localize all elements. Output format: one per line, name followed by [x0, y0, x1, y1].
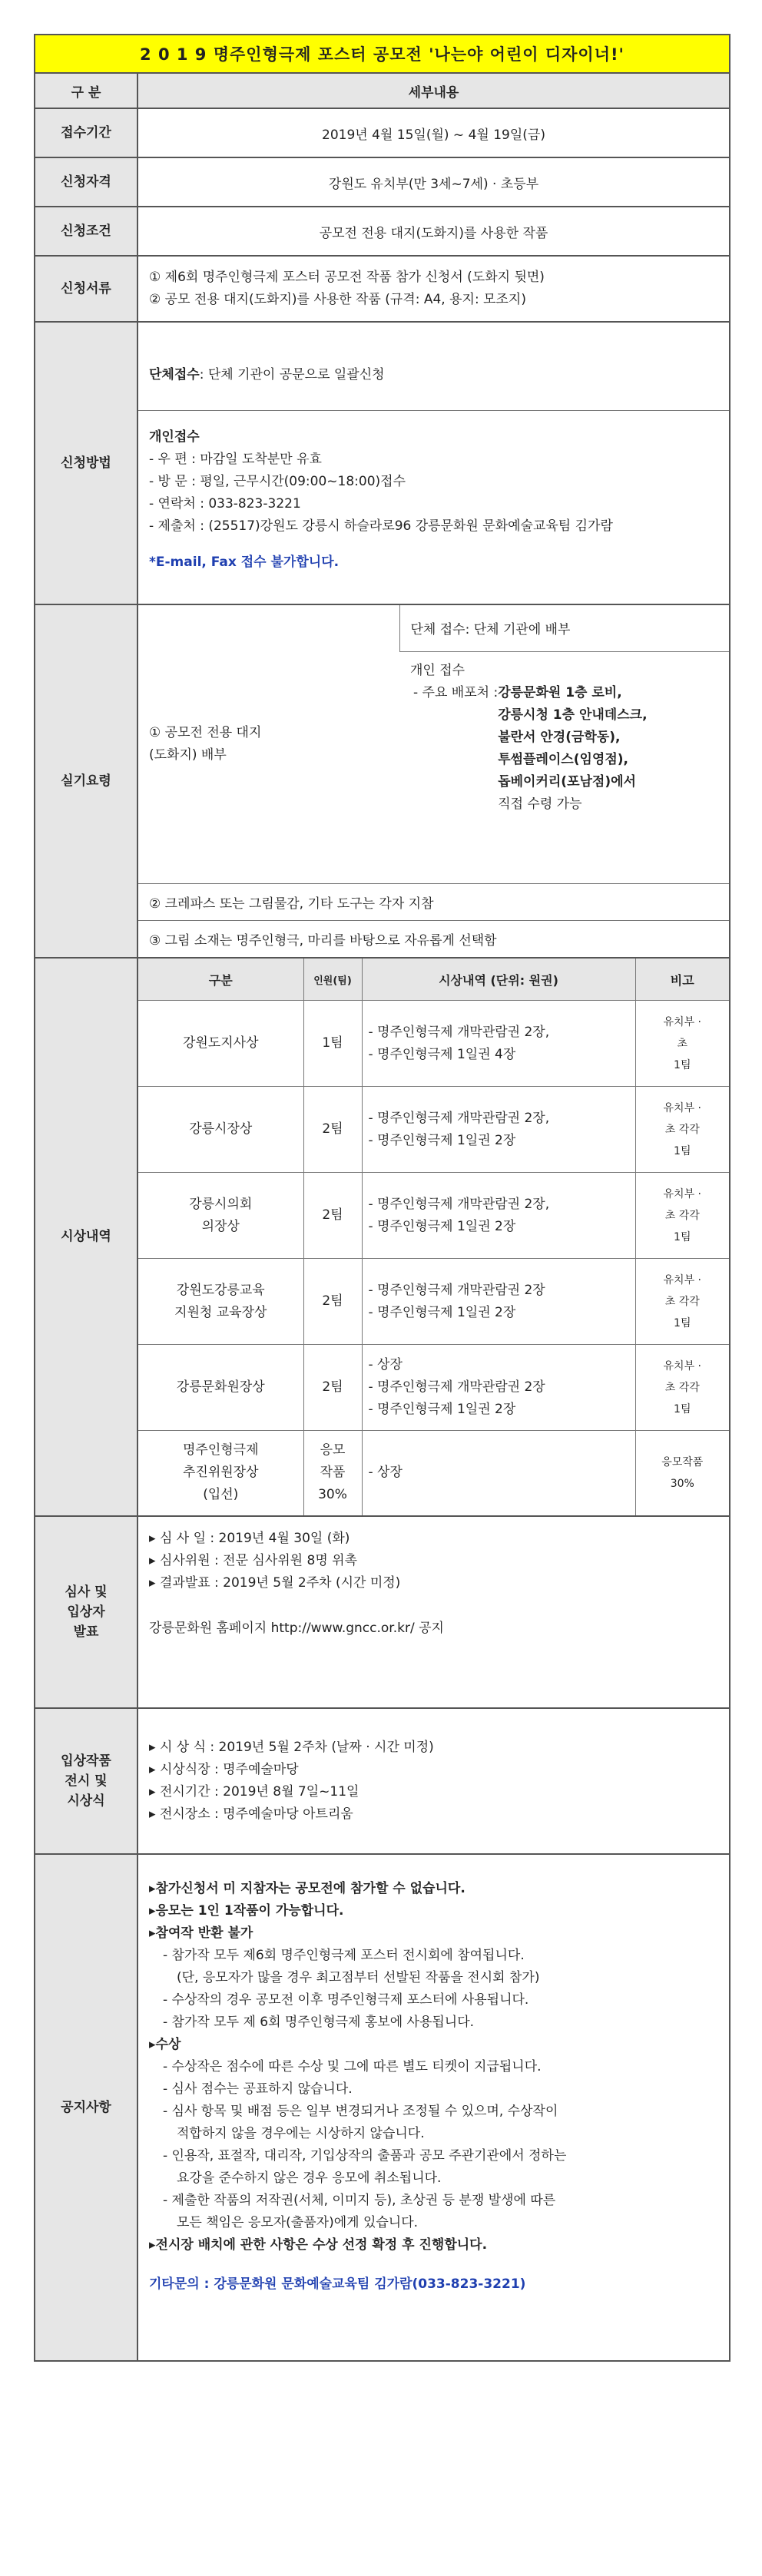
- award-name-line: (입선): [203, 1487, 239, 1503]
- guide-dist-prefix: - 주요 배포처 :: [413, 684, 499, 700]
- header-details: 세부내용: [137, 73, 730, 108]
- guide-dist-item: 돕베이커리(포남점)에서: [498, 773, 636, 790]
- award-prize-line: - 상장: [368, 1465, 403, 1481]
- award-note-line: 초 각각: [664, 1381, 700, 1394]
- award-prize-line: - 명주인형극제 개막관람권 2장,: [368, 1110, 550, 1126]
- award-name: [138, 1431, 303, 1515]
- method-line: - 연락처 : 033-823-3221: [149, 496, 301, 512]
- guide-item-1: [138, 605, 399, 883]
- award-name-line: 지원청 교육장상: [174, 1304, 267, 1320]
- docs-label: 신청서류: [35, 256, 137, 322]
- award-name-line: 명주인형극제: [182, 1442, 259, 1459]
- awards-col-count: 인원(팀): [303, 959, 362, 1001]
- group-submission-title: 단체접수: [149, 367, 200, 382]
- awards-col-category: 구분: [138, 959, 303, 1001]
- judging-label-line: 입상자: [67, 1604, 105, 1620]
- award-note-line: 1팀: [674, 1316, 691, 1329]
- guide-item-1-line: (도화지) 배부: [149, 747, 227, 763]
- notice-bullet: ▸참가신청서 미 지참자는 공모전에 참가할 수 없습니다.: [149, 1880, 465, 1896]
- awards-col-prize: 시상내역 (단위: 원권): [362, 959, 635, 1001]
- award-note-line: 응모작품: [661, 1455, 704, 1468]
- award-prize-line: - 명주인형극제 1일권 2장: [368, 1304, 516, 1320]
- award-name-line: 강릉시의회: [189, 1196, 253, 1212]
- notice-bullet: ▸응모는 1인 1작품이 가능합니다.: [149, 1902, 344, 1919]
- guide-value: [137, 604, 730, 958]
- notice-title: 2 0 1 9 명주인형극제 포스터 공모전 '나는야 어린이 디자이너!': [35, 35, 730, 73]
- notice-line: 요강을 준수하지 않은 경우 응모에 취소됩니다.: [177, 2170, 442, 2186]
- method-line: - 제출처 : (25517)강원도 강릉시 하슬라로96 강릉문화원 문화예술교육팀 김가람: [149, 518, 613, 534]
- exhibition-value: [137, 1708, 730, 1854]
- award-count: [303, 1001, 362, 1087]
- award-prize: [362, 1345, 635, 1431]
- method-line: - 우 편 : 마감일 도착분만 유효: [149, 452, 322, 467]
- exhibition-item: ▸ 전시장소 : 명주예술마당 아트리움: [149, 1803, 718, 1826]
- award-prize-line: - 명주인형극제 1일권 4장: [368, 1046, 516, 1062]
- notice-line: 모든 책임은 응모자(출품자)에게 있습니다.: [177, 2214, 419, 2230]
- award-name-line: 추진위원장상: [182, 1465, 259, 1481]
- award-count: [303, 1431, 362, 1515]
- award-note-line: 초: [677, 1037, 688, 1050]
- docs-item: ① 제6회 명주인형극제 포스터 공모전 작품 참가 신청서 (도화지 뒷면): [149, 270, 545, 285]
- award-prize: [362, 1431, 635, 1515]
- notice-bullet: ▸전시장 배치에 관한 사항은 수상 선정 확정 후 진행합니다.: [149, 2237, 488, 2253]
- award-prize: [362, 1173, 635, 1259]
- judging-item: ▸ 심사위원 : 전문 심사위원 8명 위촉: [149, 1550, 718, 1572]
- guide-item-1-line: ① 공모전 전용 대지: [149, 724, 262, 740]
- docs-item: ② 공모 전용 대지(도화지)를 사용한 작품 (규격: A4, 용지: 모조지): [149, 292, 526, 307]
- exhibition-item: ▸ 시상식장 : 명주예술마당: [149, 1759, 718, 1781]
- notice-label: 공지사항: [35, 1854, 137, 2361]
- period-label: 접수기간: [35, 108, 137, 157]
- notice-line: - 심사 점수는 공표하지 않습니다.: [163, 2081, 353, 2097]
- award-prize-line: - 명주인형극제 개막관람권 2장: [368, 1379, 545, 1395]
- award-note: [635, 1345, 729, 1431]
- award-note-line: 유치부 ·: [663, 1015, 701, 1028]
- guide-personal-title: 개인 접수: [410, 662, 465, 678]
- award-prize-line: - 명주인형극제 1일권 2장: [368, 1218, 516, 1234]
- guide-dist-last: 직접 수령 가능: [498, 796, 582, 812]
- award-name-line: 강원도지사상: [182, 1035, 259, 1051]
- judging-item: ▸ 결과발표 : 2019년 5월 2주차 (시간 미정): [149, 1572, 718, 1594]
- notice-line: 적합하지 않을 경우에는 시상하지 않습니다.: [177, 2125, 425, 2141]
- award-note: [635, 1001, 729, 1087]
- award-count-line: 2팀: [322, 1121, 343, 1137]
- judging-label-line: 발표: [73, 1624, 99, 1640]
- awards-label: 시상내역: [35, 958, 137, 1516]
- award-note: [635, 1259, 729, 1345]
- award-count-line: 30%: [318, 1487, 347, 1503]
- method-value: [137, 322, 730, 604]
- guide-dist-item: 강릉시청 1층 안내데스크,: [498, 707, 648, 723]
- period-value: 2019년 4월 15일(월) ~ 4월 19일(금): [137, 108, 730, 157]
- exhibition-label-line: 전시 및: [65, 1773, 108, 1789]
- award-prize: [362, 1259, 635, 1345]
- eligibility-value: 강원도 유치부(만 3세~7세) · 초등부: [137, 157, 730, 207]
- exhibition-label-line: 시상식: [67, 1793, 105, 1809]
- notice-line: (단, 응모자가 많을 경우 최고점부터 선발된 작품을 전시회 참가): [177, 1969, 540, 1985]
- award-row: [138, 1345, 729, 1431]
- judging-label-line: 심사 및: [65, 1584, 108, 1600]
- award-note-line: 유치부 ·: [663, 1187, 701, 1200]
- award-count-line: 응모: [320, 1442, 346, 1459]
- guide-label: 실기요령: [35, 604, 137, 958]
- notice-line: - 제출한 작품의 저작권(서체, 이미지 등), 초상권 등 분쟁 발생에 따른: [163, 2192, 556, 2208]
- award-name-line: 강릉문화원장상: [176, 1379, 265, 1395]
- award-name-line: 의장상: [201, 1218, 240, 1234]
- award-note-line: 1팀: [674, 1058, 691, 1071]
- award-prize-line: - 상장: [368, 1357, 403, 1372]
- award-count-line: 작품: [320, 1465, 346, 1481]
- award-count: [303, 1173, 362, 1259]
- award-count-line: 1팀: [322, 1035, 343, 1051]
- judging-footer: 강릉문화원 홈페이지 http://www.gncc.or.kr/ 공지: [149, 1620, 444, 1636]
- award-note-line: 유치부 ·: [663, 1359, 701, 1372]
- condition-label: 신청조건: [35, 207, 137, 256]
- group-submission: [138, 353, 729, 411]
- exhibition-item: ▸ 전시기간 : 2019년 8월 7일~11일: [149, 1781, 718, 1803]
- awards-table: [138, 959, 729, 1515]
- award-note: [635, 1087, 729, 1173]
- award-note-line: 초 각각: [664, 1295, 700, 1308]
- poster-contest-notice: [34, 34, 729, 2545]
- award-note-line: 초 각각: [664, 1209, 700, 1222]
- award-name-line: 강원도강릉교육: [176, 1282, 265, 1298]
- guide-item-3: ③ 그림 소재는 명주인형극, 마리를 바탕으로 자유롭게 선택함: [138, 920, 729, 957]
- award-note-line: 초 각각: [664, 1123, 700, 1136]
- group-submission-text: : 단체 기관이 공문으로 일괄신청: [199, 367, 385, 382]
- guide-item-2: ② 크레파스 또는 그림물감, 기타 도구는 각자 지참: [138, 883, 729, 920]
- notice-contact: 기타문의 : 강릉문화원 문화예술교육팀 김가람(033-823-3221): [149, 2276, 526, 2292]
- award-name: [138, 1173, 303, 1259]
- guide-dist-item: 불란서 안경(금학동),: [498, 729, 621, 745]
- award-prize: [362, 1087, 635, 1173]
- notice-table: [34, 34, 731, 2362]
- condition-value: 공모전 전용 대지(도화지)를 사용한 작품: [137, 207, 730, 256]
- award-count-line: 2팀: [322, 1293, 343, 1309]
- notice-line: - 심사 항목 및 배점 등은 일부 변경되거나 조정될 수 있으며, 수상작이: [163, 2103, 558, 2119]
- judging-item: ▸ 심 사 일 : 2019년 4월 30일 (화): [149, 1528, 718, 1550]
- award-note-line: 30%: [670, 1477, 694, 1490]
- judging-label: [35, 1516, 137, 1708]
- award-note: [635, 1431, 729, 1515]
- header-category: 구 분: [35, 73, 137, 108]
- method-line: - 방 문 : 평일, 근무시간(09:00~18:00)접수: [149, 474, 406, 489]
- notice-bullet: ▸수상: [149, 2036, 181, 2052]
- award-note-line: 1팀: [674, 1402, 691, 1415]
- notice-line: - 참가작 모두 제6회 명주인형극제 포스터 전시회에 참여됩니다.: [163, 1947, 525, 1963]
- award-row: [138, 1001, 729, 1087]
- exhibition-label: [35, 1708, 137, 1854]
- award-count-line: 2팀: [322, 1207, 343, 1223]
- method-note: *E-mail, Fax 접수 불가합니다.: [149, 555, 340, 570]
- docs-value: [137, 256, 730, 322]
- personal-submission-title: 개인접수: [149, 429, 200, 445]
- award-row: [138, 1087, 729, 1173]
- award-row: [138, 1431, 729, 1515]
- award-count: [303, 1259, 362, 1345]
- guide-personal: [399, 651, 729, 883]
- award-name: [138, 1345, 303, 1431]
- eligibility-label: 신청자격: [35, 157, 137, 207]
- award-prize-line: - 명주인형극제 개막관람권 2장,: [368, 1024, 550, 1040]
- personal-submission: [138, 411, 729, 574]
- award-count: [303, 1087, 362, 1173]
- award-name: [138, 1087, 303, 1173]
- judging-value: [137, 1516, 730, 1708]
- award-name: [138, 1259, 303, 1345]
- notice-line: - 수상작의 경우 공모전 이후 명주인형극제 포스터에 사용됩니다.: [163, 1992, 529, 2008]
- award-note: [635, 1173, 729, 1259]
- award-name-line: 강릉시장상: [189, 1121, 253, 1137]
- notice-line: - 수상작은 점수에 따른 수상 및 그에 따른 별도 티켓이 지급됩니다.: [163, 2058, 542, 2074]
- award-row: [138, 1259, 729, 1345]
- notice-line: - 인용작, 표절작, 대리작, 기입상작의 출품과 공모 주관기관에서 정하는: [163, 2147, 567, 2164]
- award-prize-line: - 명주인형극제 개막관람권 2장,: [368, 1196, 550, 1212]
- award-prize-line: - 명주인형극제 1일권 2장: [368, 1132, 516, 1148]
- award-note-line: 1팀: [674, 1144, 691, 1157]
- awards-value: [137, 958, 730, 1516]
- method-label: 신청방법: [35, 322, 137, 604]
- award-row: [138, 1173, 729, 1259]
- guide-dist-item: 강릉문화원 1층 로비,: [498, 684, 622, 700]
- award-note-line: 유치부 ·: [663, 1273, 701, 1286]
- notice-value: [137, 1854, 730, 2361]
- award-prize-line: - 명주인형극제 1일권 2장: [368, 1402, 516, 1417]
- award-count-line: 2팀: [322, 1379, 343, 1395]
- exhibition-item: ▸ 시 상 식 : 2019년 5월 2주차 (날짜 · 시간 미정): [149, 1737, 718, 1759]
- guide-group: 단체 접수: 단체 기관에 배부: [399, 605, 729, 651]
- notice-bullet: ▸참여작 반환 불가: [149, 1925, 253, 1941]
- award-prize-line: - 명주인형극제 개막관람권 2장: [368, 1282, 545, 1298]
- guide-inner-table: [138, 605, 729, 957]
- guide-dist-item: 투썸플레이스(임영점),: [498, 751, 628, 767]
- exhibition-label-line: 입상작품: [61, 1753, 111, 1769]
- award-name: [138, 1001, 303, 1087]
- award-prize: [362, 1001, 635, 1087]
- award-note-line: 유치부 ·: [663, 1101, 701, 1114]
- notice-line: - 참가작 모두 제 6회 명주인형극제 홍보에 사용됩니다.: [163, 2014, 475, 2030]
- award-note-line: 1팀: [674, 1230, 691, 1243]
- awards-col-note: 비고: [635, 959, 729, 1001]
- award-count: [303, 1345, 362, 1431]
